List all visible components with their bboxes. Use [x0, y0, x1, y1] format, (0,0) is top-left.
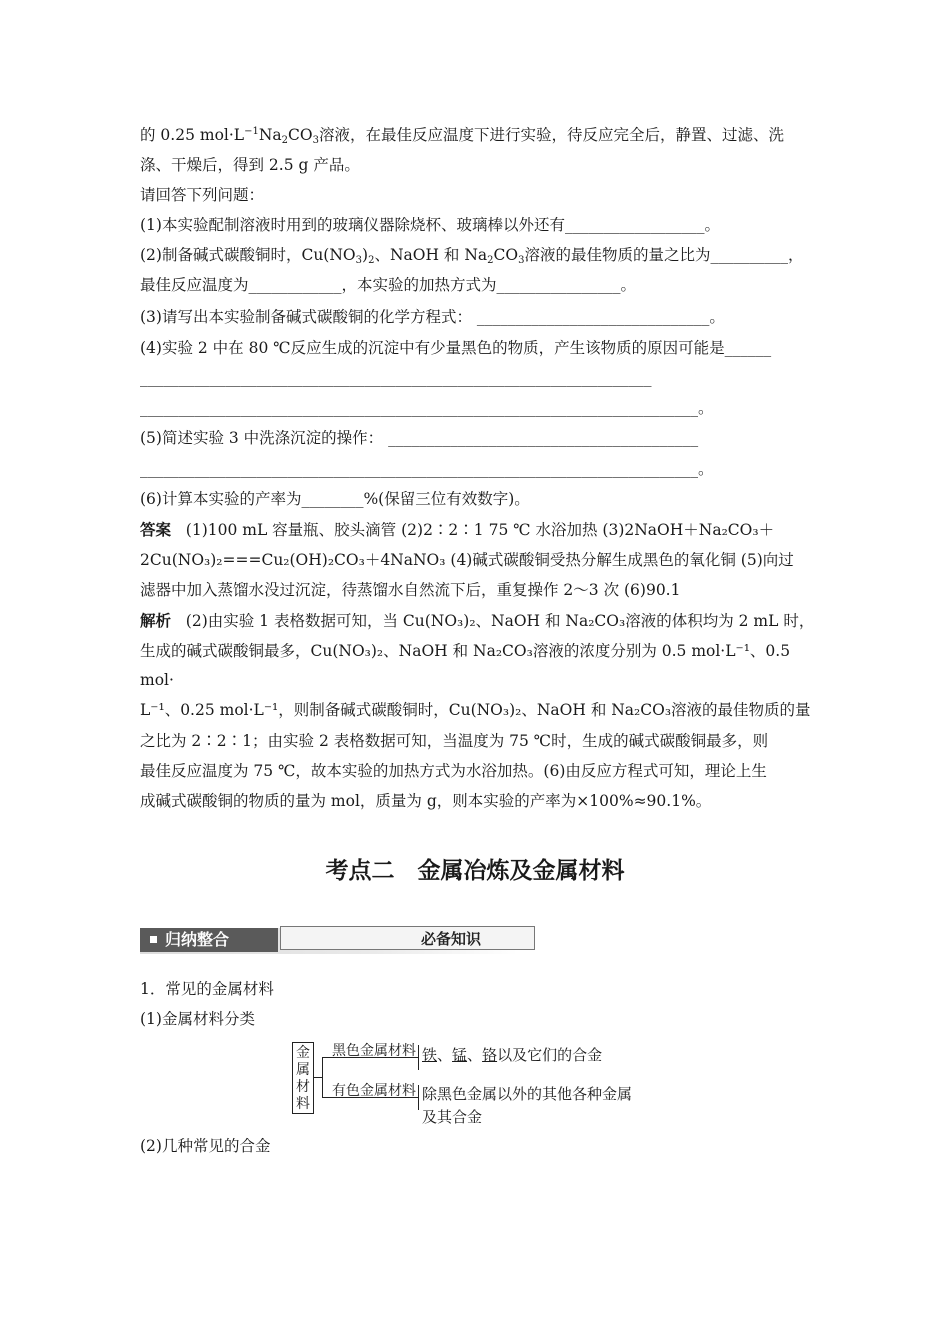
- text-line: 涤、干燥后，得到 2.5 g 产品。: [140, 156, 360, 174]
- text-fragment: 溶液，在最佳反应温度下进行实验，待反应完全后，静置、过滤、洗: [318, 126, 784, 144]
- subscript: 3: [355, 255, 362, 266]
- metal-materials-box: [292, 1042, 314, 1114]
- heading-1: 1．常见的金属材料: [140, 980, 274, 998]
- question-6: (6)计算本实验的产率为________%(保留三位有效数字)。: [140, 490, 530, 508]
- chromium-term: 铬: [482, 1046, 498, 1064]
- explanation-line-3: mol·: [140, 671, 174, 689]
- text-fragment: (2)由实验 1 表格数据可知，当 Cu(NO₃)₂、NaOH 和 Na₂CO₃溶液的体积均为 2 mL 时，: [185, 612, 815, 630]
- question-1: (1)本实验配制溶液时用到的玻璃仪器除烧杯、玻璃棒以外还有__________________。: [140, 216, 720, 234]
- text-fragment: (2)制备碱式碳酸铜时，Cu(NO: [140, 246, 356, 264]
- text-line: [140, 125, 784, 145]
- manganese-term: 锰: [452, 1046, 468, 1064]
- banner-sub-label: [280, 926, 535, 950]
- text-fragment: 溶液的最佳物质的量之比为__________，: [524, 246, 804, 264]
- text-fragment: 、NaOH 和 Na: [374, 246, 488, 264]
- explanation-line-7: 成碱式碳酸铜的物质的量为 mol，质量为 g，则本实验的产率为×100%≈90.1%。: [140, 792, 712, 810]
- text-fragment: ): [362, 246, 369, 264]
- ferrous-metals-label: 黑色金属材料: [332, 1043, 416, 1059]
- square-bullet-icon: [150, 936, 157, 943]
- subscript: 3: [518, 255, 525, 266]
- metal-classification-diagram: [292, 1040, 672, 1130]
- question-3: (3)请写出本实验制备碱式碳酸铜的化学方程式： ______________________________。: [140, 308, 725, 326]
- separator: 、: [437, 1046, 453, 1064]
- subscript: 2: [368, 255, 375, 266]
- connector-line: [322, 1057, 323, 1097]
- text-fragment: CO: [288, 126, 313, 144]
- subscript: 3: [312, 135, 319, 146]
- answer-blank-line: ________________________________________________________________________。: [140, 399, 714, 417]
- question-2-line-2: 最佳反应温度为____________，本实验的加热方式为________________。: [140, 276, 637, 294]
- text-fragment: (1)100 mL 容量瓶、胶头滴管 (2)2∶2∶1 75 ℃ 水浴加热 (3)2NaOH＋Na₂CO₃＋: [185, 521, 775, 539]
- answer-blank-line: __________________________________________________________________: [140, 369, 652, 387]
- text-line: 请回答下列问题：: [140, 186, 265, 204]
- nonferrous-metals-description-1: 除黑色金属以外的其他各种金属: [422, 1085, 633, 1103]
- subheading-2: (2)几种常见的合金: [140, 1137, 271, 1155]
- subscript: 2: [281, 135, 289, 146]
- brace-line: [418, 1085, 419, 1110]
- question-5: (5)简述实验 3 中洗涤沉淀的操作： ________________________________________: [140, 429, 699, 447]
- subheading-1: (1)金属材料分类: [140, 1010, 255, 1028]
- answer-line-2: 2Cu(NO₃)₂===Cu₂(OH)₂CO₃＋4NaNO₃ (4)碱式碳酸铜受热分解生成黑色的氧化铜 (5)向过: [140, 551, 794, 569]
- separator: 、: [467, 1046, 483, 1064]
- explanation-line-6: 最佳反应温度为 75 ℃，故本实验的加热方式为水浴加热。(6)由反应方程式可知，理论上生: [140, 762, 767, 780]
- answer-line-3: 滤器中加入蒸馏水没过沉淀，待蒸馏水自然流下后，重复操作 2～3 次 (6)90.1: [140, 581, 681, 599]
- banner-main-text: 归纳整合: [165, 930, 230, 949]
- box-label: 金属材料: [296, 1045, 310, 1112]
- text-fragment: 以及它们的合金: [497, 1046, 603, 1064]
- subscript: 2: [487, 255, 494, 266]
- brace-line: [418, 1045, 419, 1070]
- text-fragment: 的 0.25 mol·L: [140, 126, 245, 144]
- explanation-line-1: [140, 611, 814, 631]
- explanation-line-5: 之比为 2∶2∶1；由实验 2 表格数据可知，当温度为 75 ℃时，生成的碱式碳酸铜最多，则: [140, 732, 769, 750]
- section-banner: [140, 926, 518, 956]
- text-fragment: CO: [493, 246, 519, 264]
- ferrous-metals-description: [422, 1044, 602, 1065]
- iron-term: 铁: [422, 1046, 438, 1064]
- explanation-line-4: L⁻¹、0.25 mol·L⁻¹，则制备碱式碳酸铜时，Cu(NO₃)₂、NaOH 和 Na₂CO₃溶液的最佳物质的量: [140, 701, 811, 719]
- explanation-label: 解析: [140, 611, 172, 630]
- banner-main-label: [140, 928, 278, 952]
- explanation-line-2: 生成的碱式碳酸铜最多，Cu(NO₃)₂、NaOH 和 Na₂CO₃溶液的浓度分别为 0.5 mol·L⁻¹、0.5: [140, 642, 791, 660]
- nonferrous-metals-description-2: 及其合金: [422, 1108, 483, 1126]
- superscript: −1: [244, 126, 259, 137]
- section-title: 考点二 金属冶炼及金属材料: [325, 858, 625, 884]
- text-fragment: Na: [258, 126, 282, 144]
- connector-line: [314, 1077, 322, 1078]
- answer-blank-line: ________________________________________________________________________。: [140, 460, 714, 478]
- answer-line-1: [140, 520, 774, 540]
- nonferrous-metals-label: 有色金属材料: [332, 1083, 416, 1099]
- banner-sub-text: 必备知识: [421, 930, 482, 948]
- question-4: (4)实验 2 中在 80 ℃反应生成的沉淀中有少量黑色的物质，产生该物质的原因可能是______: [140, 339, 772, 357]
- question-2: [140, 245, 803, 265]
- answer-label: 答案: [140, 520, 172, 539]
